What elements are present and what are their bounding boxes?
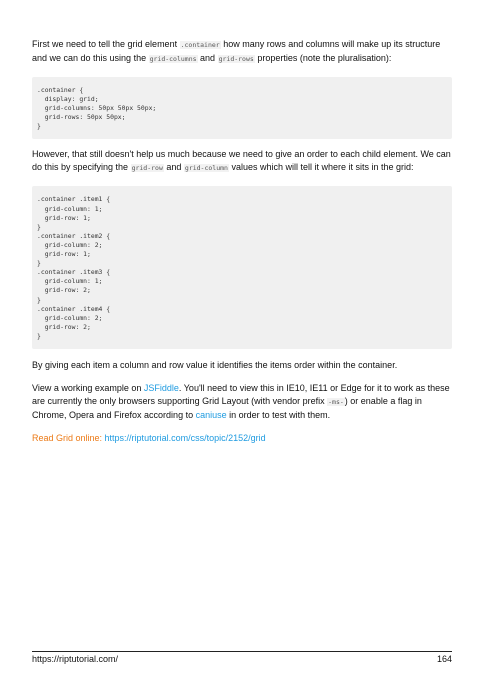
page-number: 164 — [436, 654, 452, 664]
paragraph-working-example — [32, 382, 452, 422]
caniuse-link[interactable]: caniuse — [195, 409, 227, 420]
text: However, that still doesn't help us much because we need to give an order to each child element. We can do this by specifying the — [32, 149, 451, 173]
text: in order to test with them. — [226, 409, 331, 420]
paragraph-order — [32, 148, 452, 175]
inline-code: -ms- — [328, 397, 344, 406]
footer-site: https://riptutorial.com/ — [32, 654, 119, 664]
read-online-link[interactable]: https://riptutorial.com/css/topic/2152/grid — [104, 432, 266, 443]
inline-code: .container — [180, 41, 220, 49]
inline-code: grid-rows — [218, 55, 254, 63]
jsfiddle-link[interactable]: JSFiddle — [143, 382, 179, 393]
page-content — [32, 38, 452, 445]
page-footer — [32, 654, 452, 664]
paragraph-intro — [32, 38, 452, 66]
inline-code: grid-column — [184, 164, 228, 173]
text: how many rows and columns will make up its structure and we can do this using the — [32, 39, 441, 63]
code-block-container: .container { display: grid; grid-columns: 50px 50px 50px; grid-rows: 50px 50px; } — [32, 77, 452, 139]
read-online-line — [32, 432, 452, 445]
text: properties (note the pluralisation): — [254, 53, 392, 63]
read-online-label: Read Grid online: — [32, 432, 105, 443]
text: values which will tell it where it sits in the grid: — [228, 162, 414, 173]
text: ) or enable a flag in Chrome, Opera and Firefox according to — [32, 395, 422, 420]
text: . You'll need to view this in IE10, IE11 or Edge for it to work as these are currently the only browsers supporting Grid Layout (with vendor prefix — [32, 382, 450, 406]
text: First we need to tell the grid element — [32, 39, 180, 49]
text: View a working example on — [32, 382, 144, 393]
paragraph-summary: By giving each item a column and row value it identifies the items order within the container. — [32, 359, 398, 370]
inline-code: grid-row — [131, 164, 163, 173]
text: and — [197, 53, 218, 63]
footer-divider — [32, 651, 452, 652]
text: and — [163, 162, 184, 173]
inline-code: grid-columns — [149, 55, 197, 63]
code-block-items: .container .item1 { grid-column: 1; grid-row: 1; } .container .item2 { grid-column: 2; grid-row: 1; } .container .item3 { grid-column: 1; grid-row: 2; } .container .item4 { grid-column: 2; grid-row: 2; } — [32, 186, 452, 349]
